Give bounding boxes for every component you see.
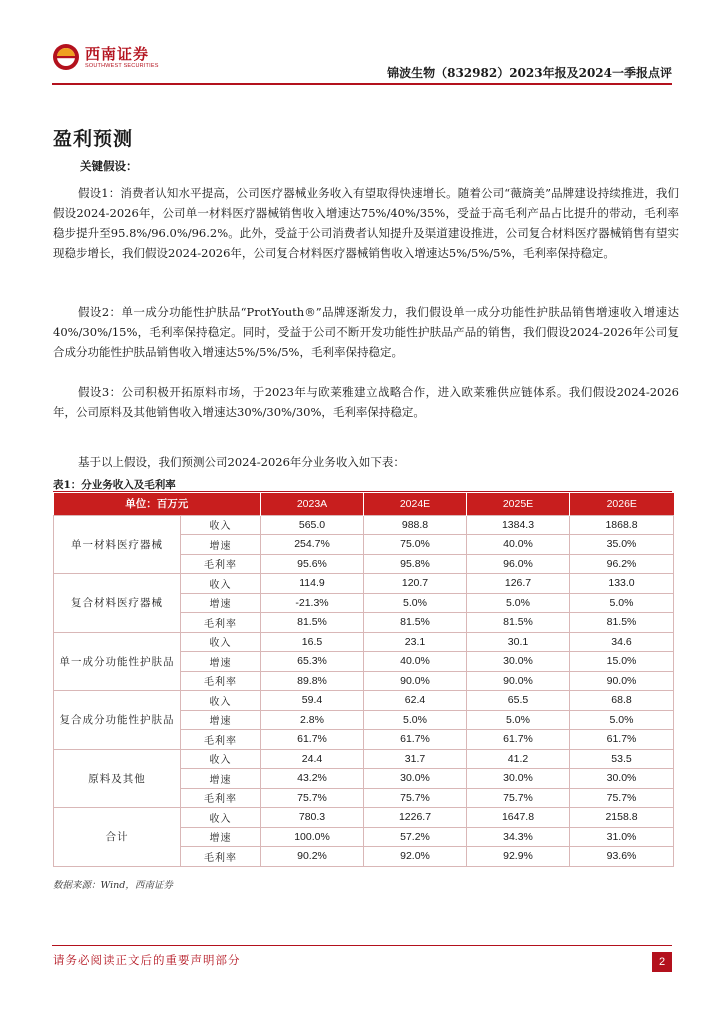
logo-chinese-text: 西南证券 [85,45,150,63]
metric-cell: 收入 [181,691,261,711]
value-cell: 24.4 [261,749,364,769]
logo-mark-icon [52,43,80,71]
report-title: 锦波生物（832982）2023年报及2024一季报点评 [387,66,672,80]
value-cell: 126.7 [467,574,570,594]
value-cell: 780.3 [261,808,364,828]
table-row [54,808,674,828]
value-cell: 5.0% [467,593,570,613]
value-cell: 34.3% [467,827,570,847]
metric-cell: 毛利率 [181,847,261,867]
segment-name-cell: 复合成分功能性护肤品 [54,691,181,750]
segment-name-cell: 单一成分功能性护肤品 [54,632,181,691]
value-cell: 40.0% [364,652,467,672]
value-cell: 30.0% [570,769,674,789]
unit-header: 单位：百万元 [54,493,261,515]
value-cell: 75.7% [364,788,467,808]
value-cell: 5.0% [364,710,467,730]
metric-cell: 毛利率 [181,730,261,750]
value-cell: 53.5 [570,749,674,769]
metric-cell: 增速 [181,769,261,789]
value-cell: 61.7% [467,730,570,750]
value-cell: 30.0% [364,769,467,789]
value-cell: 75.7% [261,788,364,808]
metric-cell: 毛利率 [181,554,261,574]
value-cell: 75.7% [570,788,674,808]
value-cell: 30.0% [467,769,570,789]
summary-paragraph: 基于以上假设，我们预测公司2024-2026年分业务收入如下表： [78,455,405,469]
segment-name-cell: 原料及其他 [54,749,181,808]
value-cell: 5.0% [364,593,467,613]
value-cell: 23.1 [364,632,467,652]
page-number: 2 [652,952,672,972]
metric-cell: 增速 [181,593,261,613]
header-divider [52,83,672,85]
year-header: 2024E [364,493,467,515]
value-cell: 92.0% [364,847,467,867]
table-row [54,749,674,769]
value-cell: 2.8% [261,710,364,730]
value-cell: 96.0% [467,554,570,574]
metric-cell: 收入 [181,808,261,828]
value-cell: 81.5% [467,613,570,633]
assumption-paragraph-1: 假设1：消费者认知水平提高，公司医疗器械业务收入有望取得快速增长。随着公司“薇旖美”品牌建设持续推进，我们假设2024-2026年，公司单一材料医疗器械销售收入增速达75%/40%/35%，受益于高毛利产品占比提升的带动，毛利率稳步提升至95.8%/96.0%/96.2%。此外，受益于公司消费者认知提升及渠道建设推进，公司复合材料医疗器械销售有望实现稳步增长，我们假设2024-2026年，公司复合材料医疗器械销售收入增速达5%/5%/5%，毛利率保持稳定。 [53,186,679,260]
value-cell: 1868.8 [570,515,674,535]
value-cell: 40.0% [467,535,570,555]
company-logo [52,40,172,80]
value-cell: 254.7% [261,535,364,555]
value-cell: -21.3% [261,593,364,613]
key-assumptions-heading: 关键假设： [80,159,138,173]
value-cell: 31.0% [570,827,674,847]
value-cell: 5.0% [570,710,674,730]
metric-cell: 收入 [181,574,261,594]
value-cell: 5.0% [570,593,674,613]
value-cell: 5.0% [467,710,570,730]
caption-divider [53,491,672,492]
value-cell: 65.5 [467,691,570,711]
assumption-paragraph-3: 假设3：公司积极开拓原料市场，于2023年与欧莱雅建立战略合作，进入欧莱雅供应链体系。我们假设2024-2026年，公司原料及其他销售收入增速达30%/30%/30%，毛利率保持稳定。 [53,385,679,419]
value-cell: 988.8 [364,515,467,535]
value-cell: 31.7 [364,749,467,769]
segment-name-cell: 合计 [54,808,181,867]
metric-cell: 毛利率 [181,788,261,808]
value-cell: 81.5% [261,613,364,633]
table-row [54,574,674,594]
footer-divider [52,945,672,946]
value-cell: 30.0% [467,652,570,672]
value-cell: 81.5% [364,613,467,633]
metric-cell: 收入 [181,632,261,652]
metric-cell: 增速 [181,827,261,847]
table-row [54,632,674,652]
value-cell: 57.2% [364,827,467,847]
metric-cell: 收入 [181,749,261,769]
value-cell: 2158.8 [570,808,674,828]
table-row [54,515,674,535]
value-cell: 92.9% [467,847,570,867]
year-header: 2023A [261,493,364,515]
table-row [54,691,674,711]
value-cell: 95.8% [364,554,467,574]
year-header: 2025E [467,493,570,515]
value-cell: 90.0% [570,671,674,691]
table-caption: 表1：分业务收入及毛利率 [53,479,176,491]
value-cell: 16.5 [261,632,364,652]
metric-cell: 增速 [181,535,261,555]
table-body [54,515,674,866]
value-cell: 89.8% [261,671,364,691]
value-cell: 75.7% [467,788,570,808]
value-cell: 15.0% [570,652,674,672]
disclaimer-text: 请务必阅读正文后的重要声明部分 [53,953,241,967]
value-cell: 133.0 [570,574,674,594]
value-cell: 75.0% [364,535,467,555]
table-header-row [54,493,674,515]
value-cell: 68.8 [570,691,674,711]
value-cell: 1226.7 [364,808,467,828]
logo-english-text: SOUTHWEST SECURITIES [85,63,159,69]
value-cell: 90.2% [261,847,364,867]
segment-name-cell: 复合材料医疗器械 [54,574,181,633]
value-cell: 61.7% [570,730,674,750]
metric-cell: 增速 [181,710,261,730]
assumption-paragraph-2: 假设2：单一成分功能性护肤品“ProtYouth®”品牌逐渐发力，我们假设单一成分功能性护肤品销售增速收入增速达40%/30%/15%，毛利率保持稳定。同时，受益于公司不断开发功能性护肤品产品的销售，我们假设2024-2026年公司复合成分功能性护肤品销售收入增速达5%/5%/5%，毛利率保持稳定。 [53,305,679,359]
segment-name-cell: 单一材料医疗器械 [54,515,181,574]
value-cell: 114.9 [261,574,364,594]
value-cell: 34.6 [570,632,674,652]
metric-cell: 收入 [181,515,261,535]
value-cell: 59.4 [261,691,364,711]
data-source-note: 数据来源：Wind，西南证券 [53,880,173,891]
value-cell: 1647.8 [467,808,570,828]
value-cell: 62.4 [364,691,467,711]
value-cell: 61.7% [364,730,467,750]
metric-cell: 毛利率 [181,613,261,633]
value-cell: 30.1 [467,632,570,652]
value-cell: 90.0% [467,671,570,691]
value-cell: 565.0 [261,515,364,535]
value-cell: 65.3% [261,652,364,672]
value-cell: 90.0% [364,671,467,691]
value-cell: 1384.3 [467,515,570,535]
value-cell: 120.7 [364,574,467,594]
value-cell: 93.6% [570,847,674,867]
revenue-margin-table [53,493,674,867]
value-cell: 95.6% [261,554,364,574]
value-cell: 41.2 [467,749,570,769]
year-header: 2026E [570,493,674,515]
metric-cell: 毛利率 [181,671,261,691]
value-cell: 100.0% [261,827,364,847]
section-title: 盈利预测 [53,128,134,150]
value-cell: 96.2% [570,554,674,574]
value-cell: 43.2% [261,769,364,789]
value-cell: 35.0% [570,535,674,555]
metric-cell: 增速 [181,652,261,672]
value-cell: 61.7% [261,730,364,750]
value-cell: 81.5% [570,613,674,633]
